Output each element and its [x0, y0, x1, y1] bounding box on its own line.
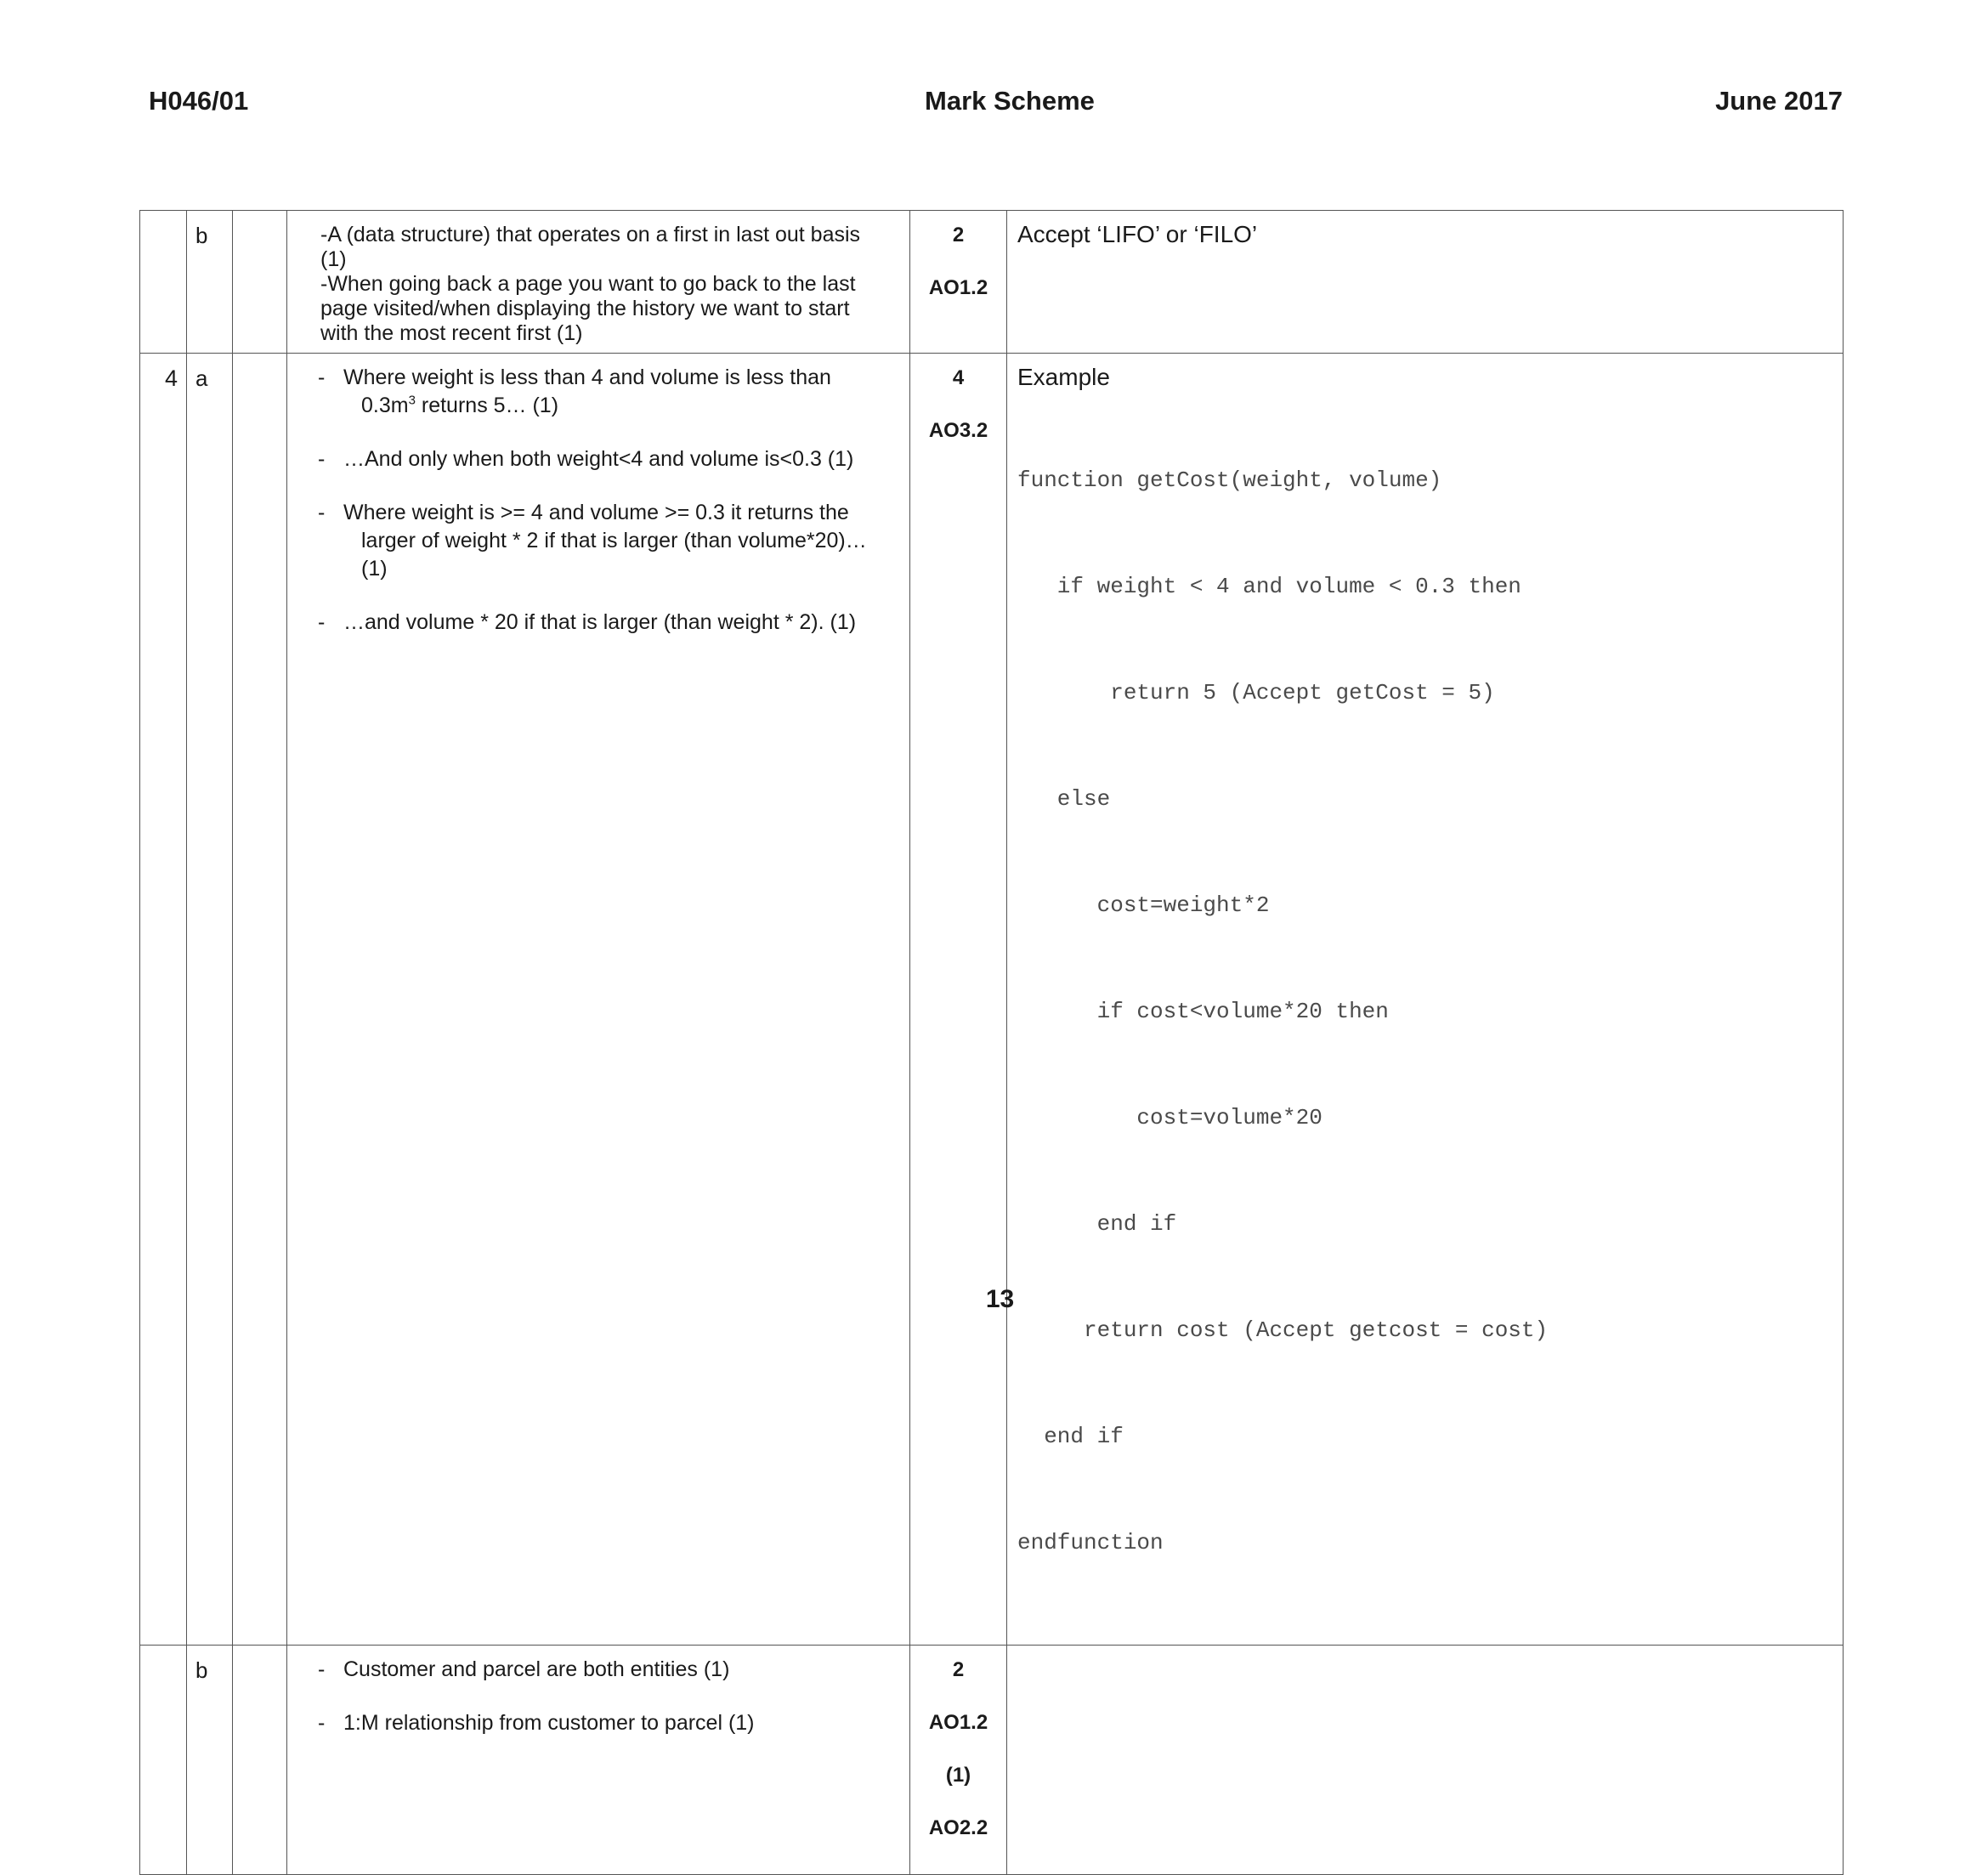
- guidance-text: Accept ‘LIFO’ or ‘FILO’: [1017, 221, 1258, 247]
- answer-line: with the most recent first (1): [320, 321, 583, 345]
- code-line: end if: [1017, 1211, 1177, 1237]
- table-row: [140, 354, 1844, 1646]
- answer-text: …And only when both weight<4 and volume is<0.3 (1): [343, 447, 854, 471]
- marks-value: 2: [952, 1658, 965, 1681]
- part-cell: b: [187, 211, 233, 354]
- list-item: [318, 499, 892, 583]
- code-line: if cost<volume*20 then: [1017, 999, 1389, 1024]
- marks-cell: [910, 211, 1007, 354]
- list-item: [318, 609, 892, 637]
- part-cell: a: [187, 354, 233, 1646]
- guidance-cell: [1007, 211, 1844, 354]
- subpart-cell: [233, 211, 287, 354]
- code-line: cost=weight*2: [1017, 892, 1270, 918]
- assessment-objective: AO2.2: [928, 1816, 988, 1839]
- answer-text: …and volume * 20 if that is larger (than weight * 2). (1): [343, 610, 857, 634]
- marks-value: 2: [952, 224, 965, 246]
- guidance-cell: [1007, 1646, 1844, 1875]
- mark-scheme-table: [139, 210, 1844, 1875]
- list-item: - 1:M relationship from customer to parcel (1): [318, 1709, 892, 1737]
- code-line: if weight < 4 and volume < 0.3 then: [1017, 574, 1521, 599]
- assessment-objective: AO1.2: [928, 276, 988, 299]
- list-item: [318, 445, 892, 473]
- subpart-cell: [233, 1646, 287, 1875]
- question-number-cell: 4: [140, 354, 187, 1646]
- code-line: return 5 (Accept getCost = 5): [1017, 680, 1495, 705]
- answer-list: [318, 1656, 892, 1737]
- code-line: cost=volume*20: [1017, 1105, 1323, 1130]
- code-line: return cost (Accept getcost = cost): [1017, 1317, 1549, 1343]
- guidance-title: Example: [1017, 364, 1110, 390]
- code-line: end if: [1017, 1424, 1124, 1449]
- answer-continuation: (1): [361, 557, 388, 581]
- guidance-cell: [1007, 354, 1844, 1646]
- answer-line: -A (data structure) that operates on a first in last out basis: [320, 223, 861, 246]
- answer-text: Where weight is >= 4 and volume >= 0.3 it returns the: [343, 501, 849, 524]
- table-row: [140, 1646, 1844, 1875]
- code-example: [1017, 416, 1834, 1636]
- answer-continuation: $0.3m^3$ returns 5… (1): [361, 393, 559, 417]
- answer-line: page visited/when displaying the history we want to start: [320, 297, 850, 320]
- answer-line: (1): [320, 247, 347, 271]
- assessment-objective: AO1.2: [928, 1711, 988, 1734]
- subpart-cell: [233, 354, 287, 1646]
- code-line: function getCost(weight, volume): [1017, 467, 1442, 493]
- marks-cell: [910, 1646, 1007, 1875]
- marks-cell: [910, 354, 1007, 1646]
- marks-value: 4: [952, 366, 965, 389]
- header-code: H046/01: [149, 86, 249, 116]
- header-date: June 2017: [1715, 86, 1843, 116]
- code-line: endfunction: [1017, 1530, 1164, 1555]
- question-number-cell: [140, 211, 187, 354]
- part-cell: b: [187, 1646, 233, 1875]
- answer-cell: [287, 211, 910, 354]
- table-row: [140, 211, 1844, 354]
- list-item: [318, 364, 892, 420]
- answer-text: Where weight is less than 4 and volume is less than: [343, 365, 831, 389]
- marks-value: (1): [945, 1764, 971, 1787]
- answer-cell: [287, 1646, 910, 1875]
- code-line: else: [1017, 786, 1111, 812]
- answer-list: [318, 364, 892, 637]
- list-item: - Customer and parcel are both entities (1): [318, 1656, 892, 1684]
- question-number-cell: [140, 1646, 187, 1875]
- header-title: Mark Scheme: [925, 86, 1095, 116]
- page-number: 13: [985, 1285, 1015, 1313]
- answer-continuation: larger of weight * 2 if that is larger (than volume*20)…: [361, 529, 867, 552]
- assessment-objective: AO3.2: [928, 419, 988, 442]
- answer-line: -When going back a page you want to go back to the last: [320, 272, 856, 296]
- answer-cell: [287, 354, 910, 1646]
